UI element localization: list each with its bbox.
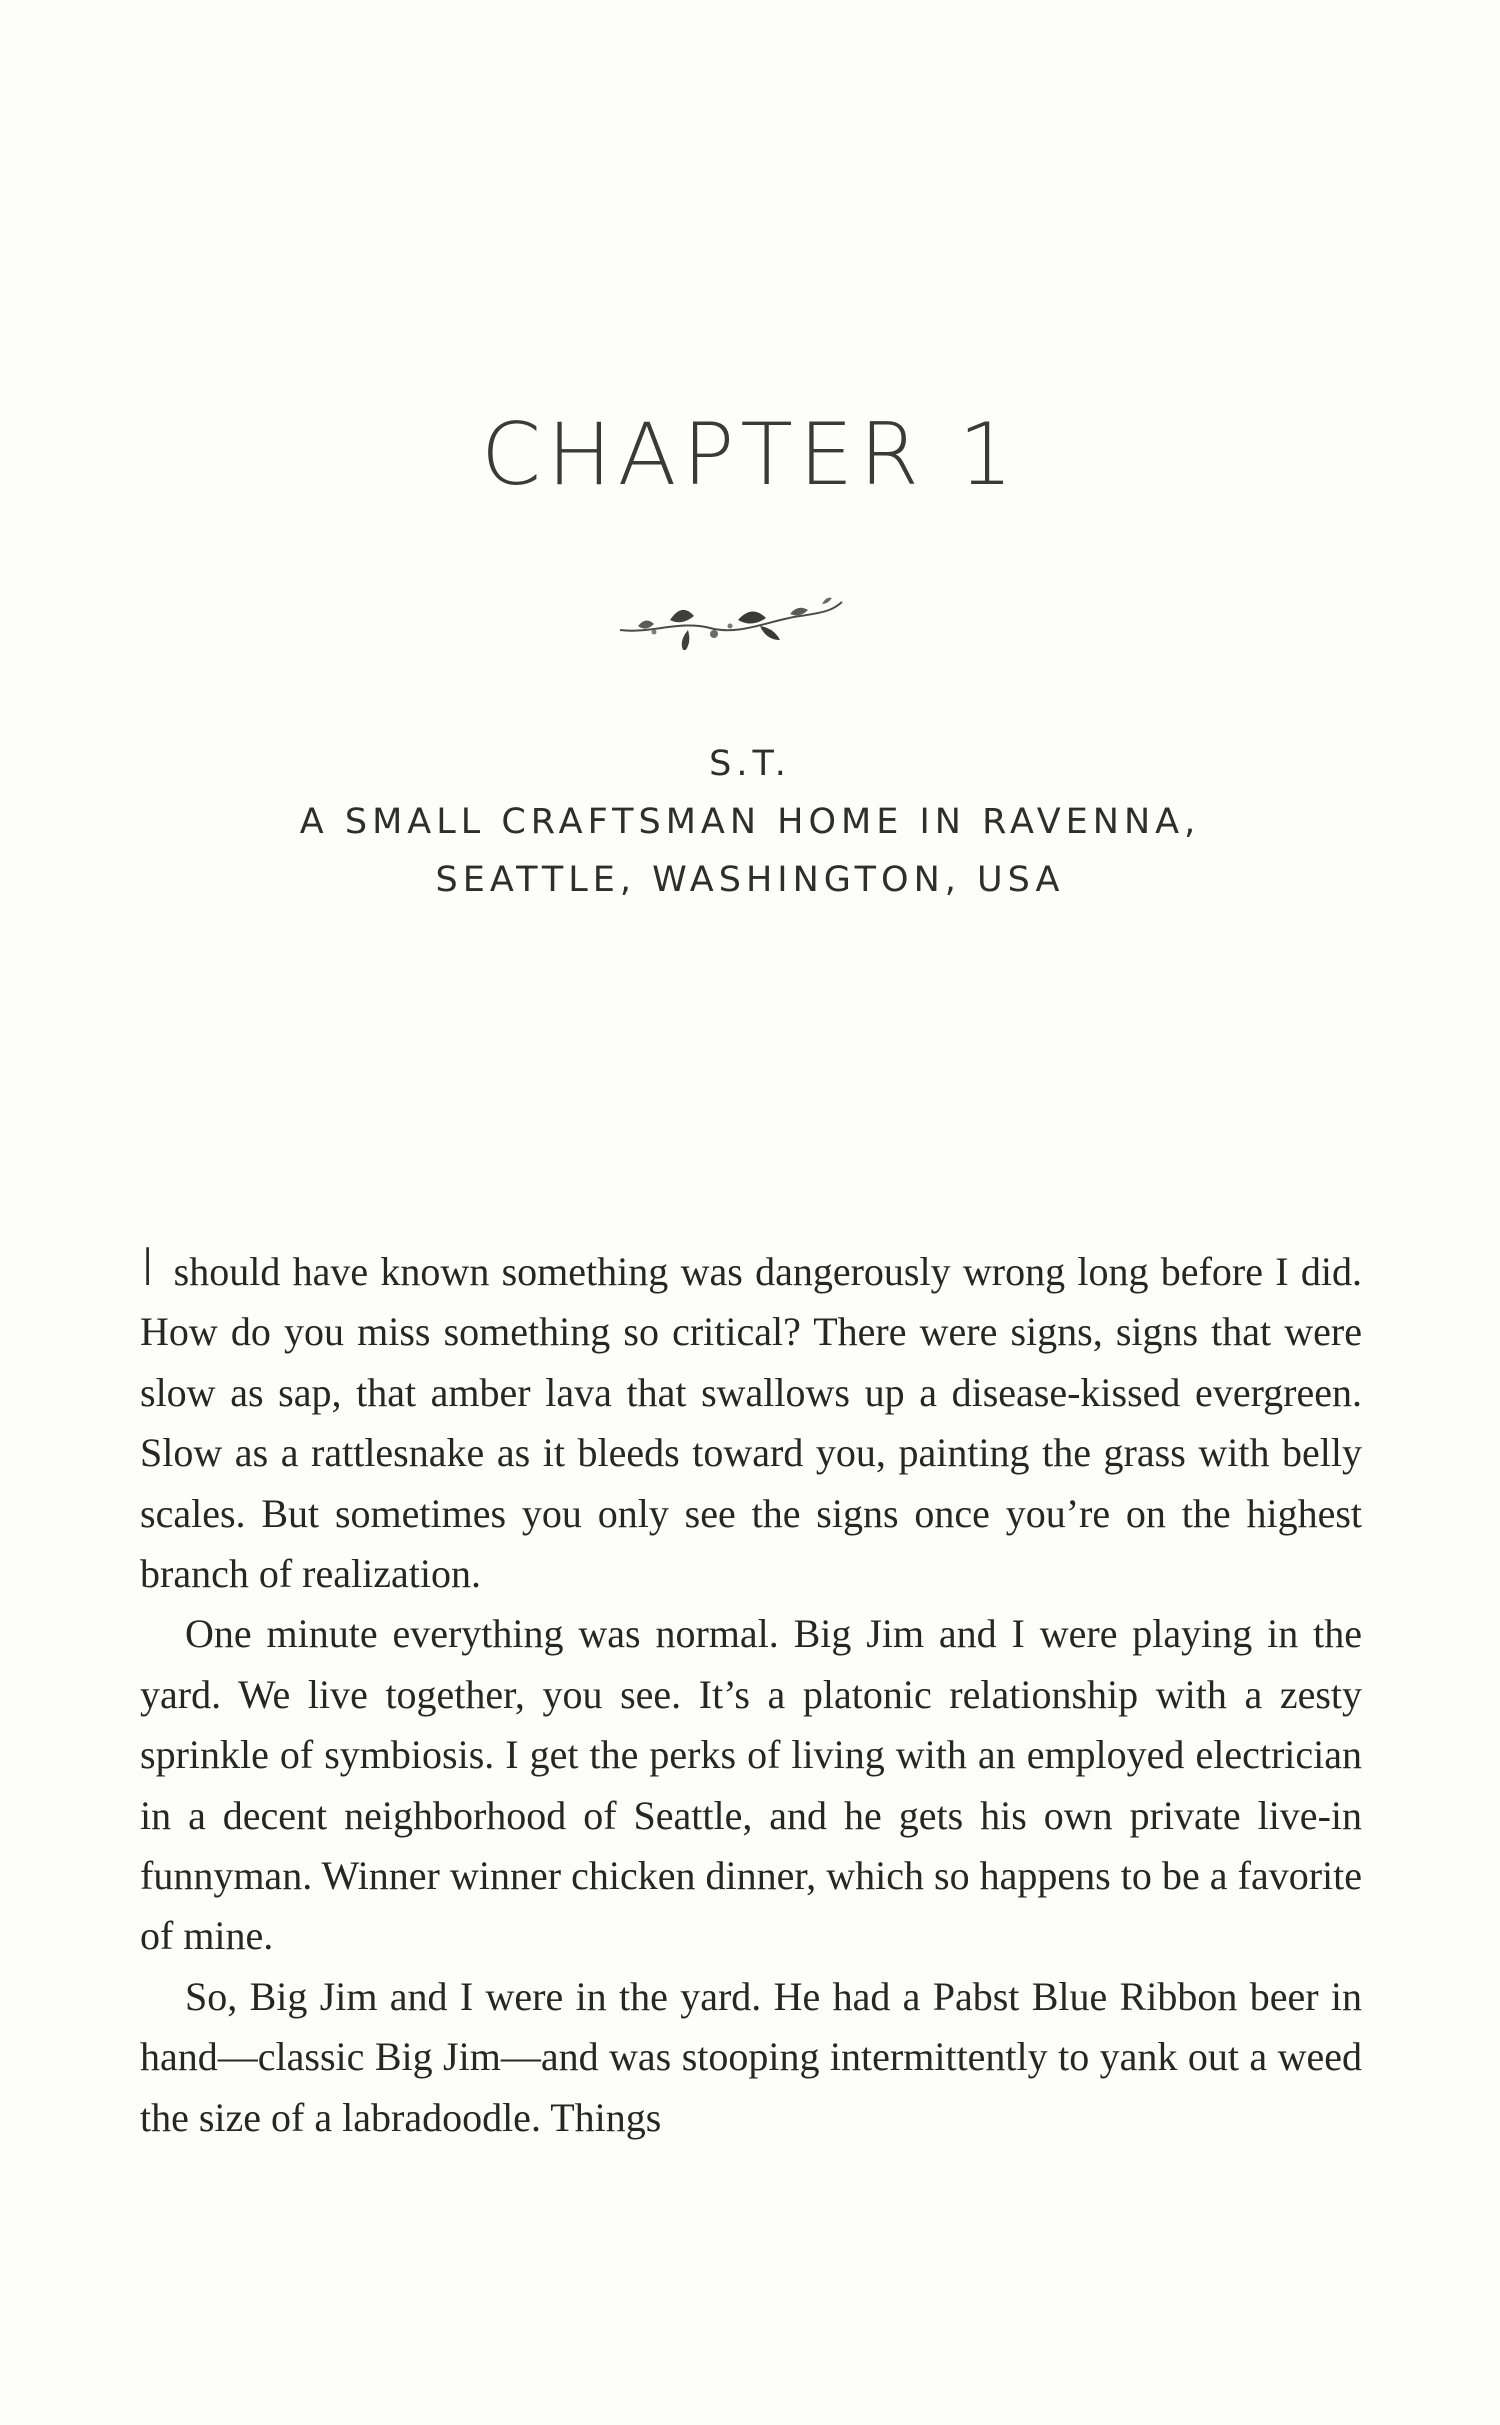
paragraph-1: [140, 1238, 1362, 1604]
chapter-body: [140, 1238, 1362, 2148]
paragraph-1-text: should have known something was dangerously wrong long before I did. How do you miss something so critical? There were signs, signs that were slow as sap, that amber lava that swallows up a disease-kissed evergreen. Slow as a rattlesnake as it bleeds toward you, painting the grass with belly scales. But sometimes you only see the signs once you’re on the highest branch of realization.: [140, 1249, 1362, 1597]
paragraph-2: One minute everything was normal. Big Jim and I were playing in the yard. We live together, you see. It’s a platonic relationship with a zesty sprinkle of symbiosis. I get the perks of living with an employed electrician in a decent neighborhood of Seattle, and he gets his own private live-in funnyman. Winner winner chicken dinner, which so happens to be a favorite of mine.: [140, 1611, 1362, 1959]
paragraph-3: So, Big Jim and I were in the yard. He had a Pabst Blue Ribbon beer in hand—classic Big Jim—and was stooping intermittently to yank out a weed the size of a labradoodle. Things: [140, 1973, 1362, 2140]
chapter-heading: [0, 735, 1500, 909]
drop-cap: I: [140, 1238, 156, 1298]
narrator-label: S.T.: [709, 744, 791, 784]
vine-ornament-icon: [610, 590, 850, 650]
location-line-1: A SMALL CRAFTSMAN HOME IN RAVENNA,: [299, 802, 1201, 842]
chapter-title: CHAPTER 1: [480, 405, 1020, 505]
location-line-2: SEATTLE, WASHINGTON, USA: [435, 860, 1065, 900]
